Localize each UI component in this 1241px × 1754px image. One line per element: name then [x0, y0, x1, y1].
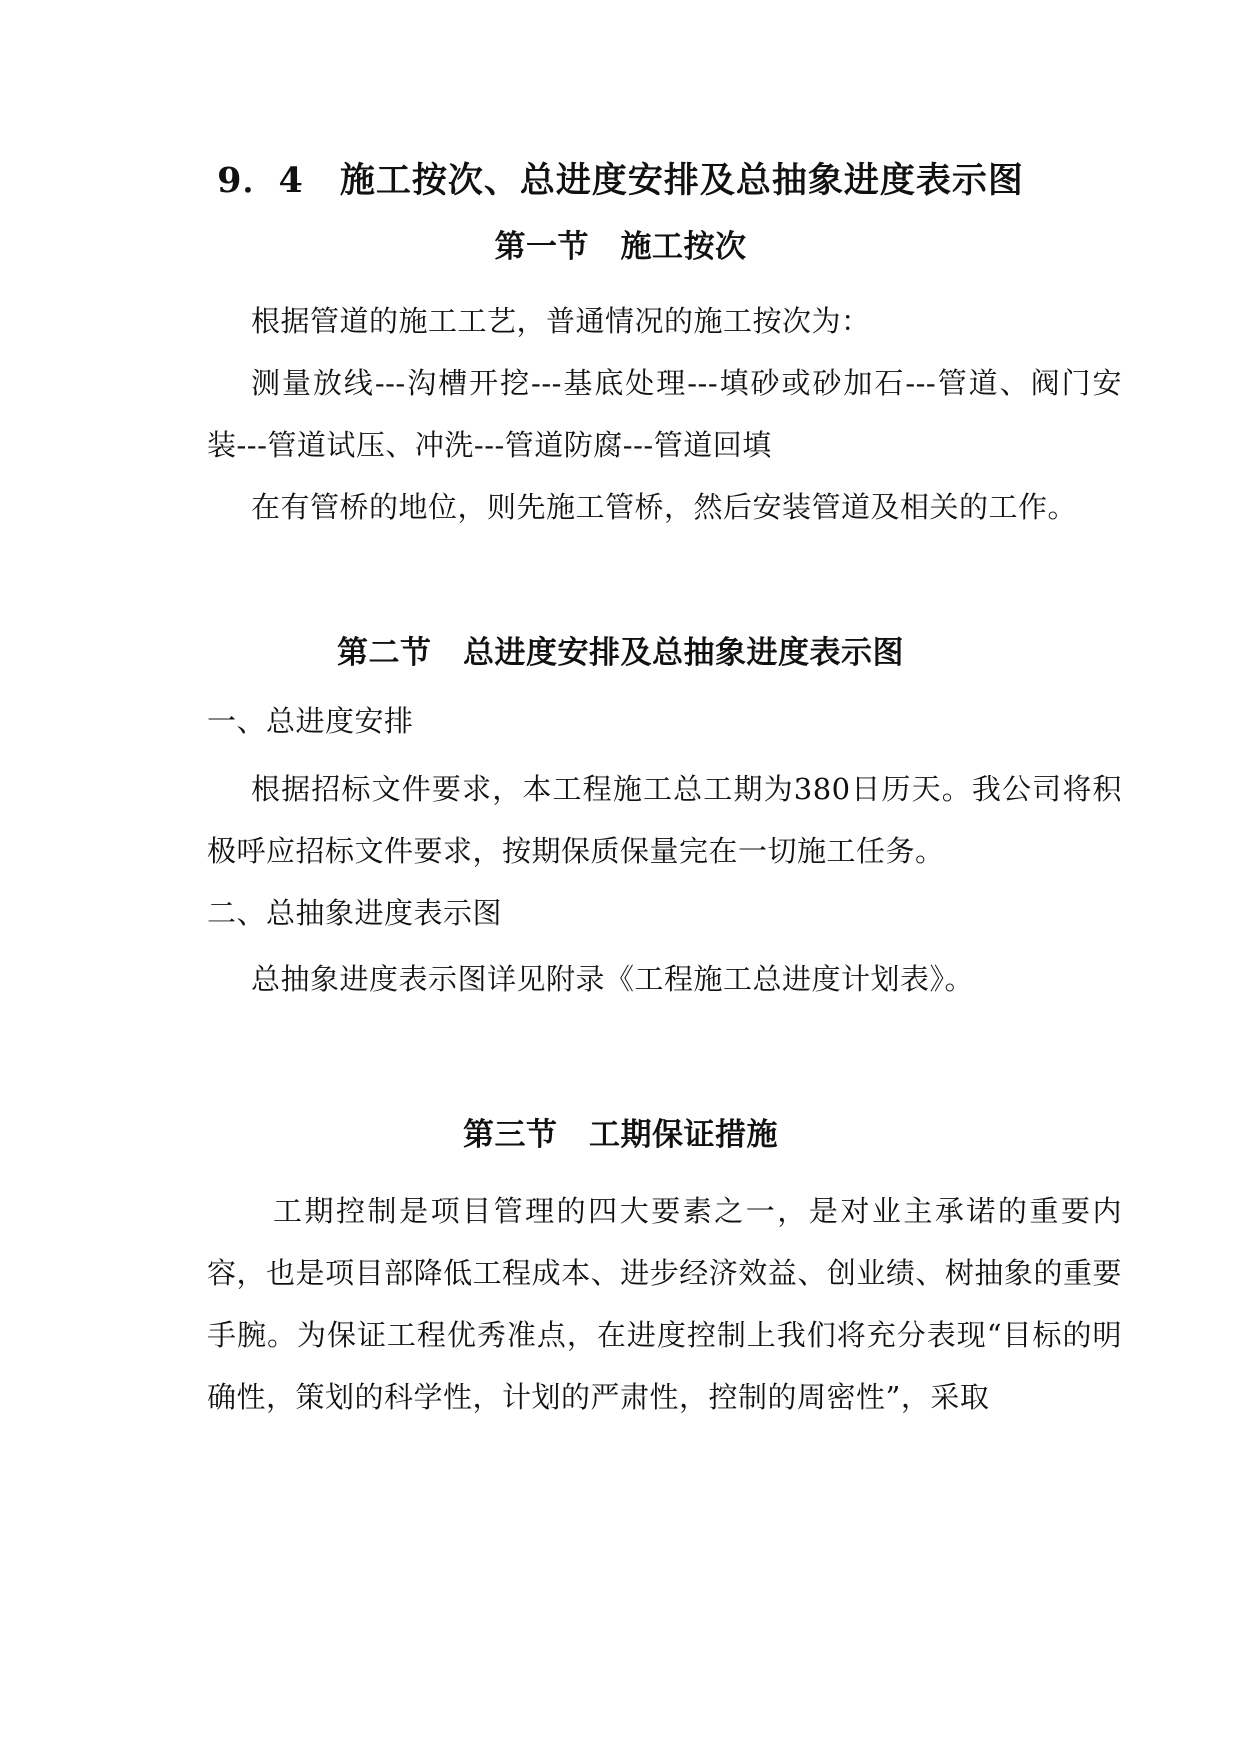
section2-paragraph-1: 根据招标文件要求，本工程施工总工期为380日历天。我公司将积极呼应招标文件要求，按期保质保量完在一切施工任务。	[207, 772, 1122, 868]
section3-paragraph: 工期控制是项目管理的四大要素之一，是对业主承诺的重要内容，也是项目部降低工程成本、进步经济效益、创业绩、树抽象的重要手腕。为保证工程优秀准点，在进度控制上我们将充分表现“目标的明确性，策划的科学性，计划的严肃性，控制的周密性”，采取	[207, 1194, 1122, 1414]
section3-heading: 第三节 工期保证措施	[463, 1117, 778, 1153]
section1-paragraph-3: 在有管桥的地位，则先施工管桥，然后安装管道及相关的工作。	[251, 490, 1078, 524]
section2-subheading-1: 一、总进度安排	[207, 704, 414, 738]
section1-heading: 第一节 施工按次	[494, 229, 747, 265]
section2-paragraph-2: 总抽象进度表示图详见附录《工程施工总进度计划表》。	[251, 962, 975, 996]
section1-paragraph-1: 根据管道的施工工艺，普通情况的施工按次为：	[251, 304, 871, 338]
main-title: 9．4 施工按次、总进度安排及总抽象进度表示图	[217, 160, 1024, 201]
section2-heading: 第二节 总进度安排及总抽象进度表示图	[337, 635, 904, 671]
section2-subheading-2: 二、总抽象进度表示图	[207, 896, 503, 930]
section1-paragraph-2: 测量放线---沟槽开挖---基底处理---填砂或砂加石---管道、阀门安装---管道试压、冲洗---管道防腐---管道回填	[207, 366, 1122, 462]
